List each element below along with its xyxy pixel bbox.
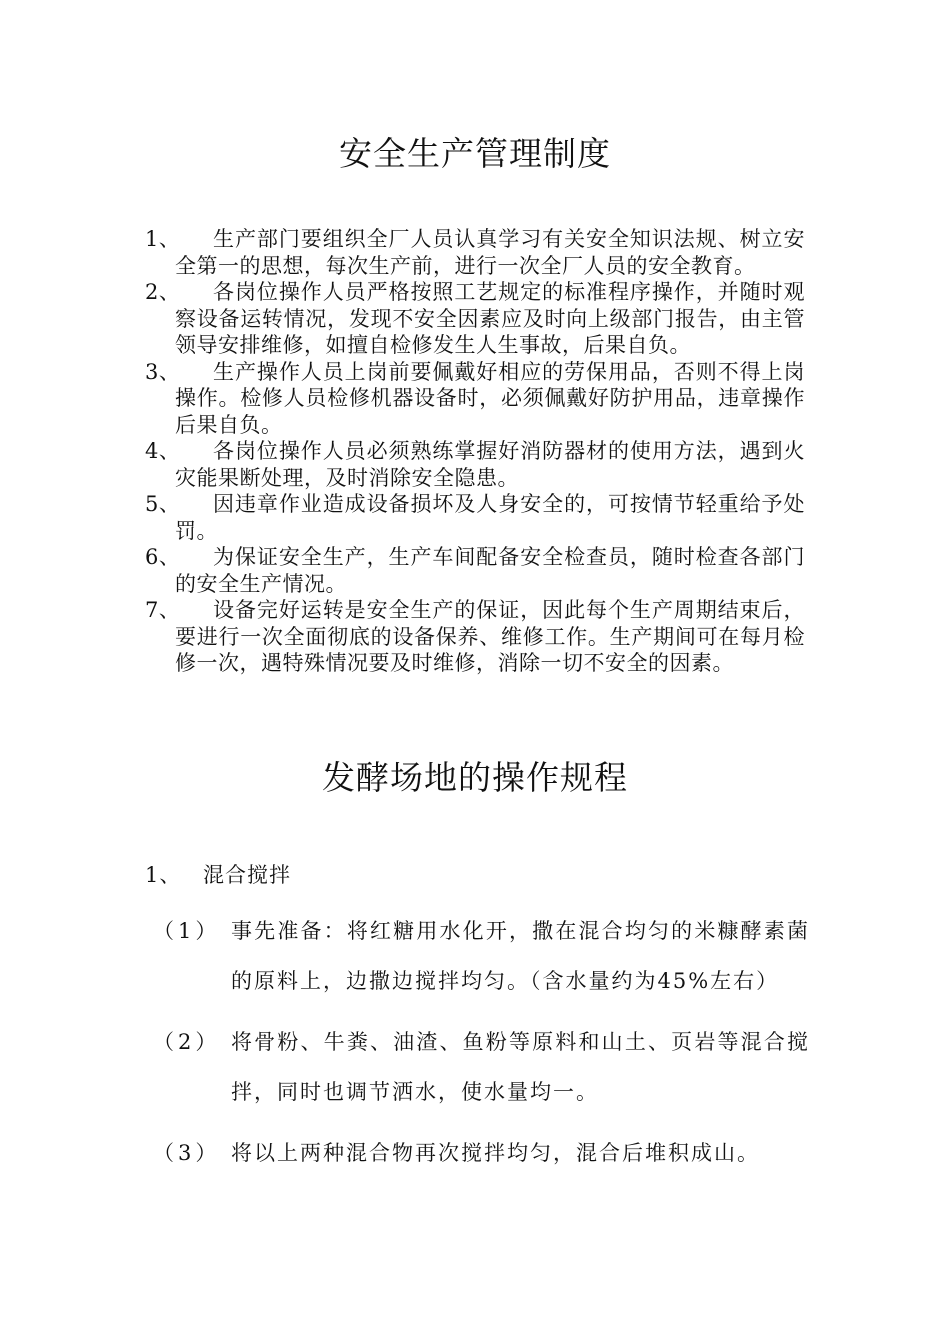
step-text: 将以上两种混合物再次搅拌均匀，混合后堆积成山。 [231, 1141, 760, 1165]
list-item [145, 597, 805, 677]
step-number: （2） [153, 1030, 221, 1054]
list-item-text: 生产部门要组织全厂人员认真学习有关安全知识法规、树立安全第一的思想，每次生产前，进行一次全厂人员的安全教育。 [175, 227, 805, 278]
list-item-text: 设备完好运转是安全生产的保证，因此每个生产周期结束后，要进行一次全面彻底的设备保养、维修工作。生产期间可在每月检修一次，遇特殊情况要及时维修，消除一切不安全的因素。 [175, 598, 805, 675]
rules-list [145, 226, 805, 677]
list-item-text: 各岗位操作人员严格按照工艺规定的标准程序操作，并随时观察设备运转情况，发现不安全因素应及时向上级部门报告，由主管领导安排维修，如擅自检修发生人生事故，后果自负。 [175, 280, 805, 357]
section-heading-text: 混合搅拌 [203, 863, 291, 887]
list-item-text: 生产操作人员上岗前要佩戴好相应的劳保用品，否则不得上岗操作。检修人员检修机器设备时，必须佩戴好防护用品，违章操作后果自负。 [175, 359, 805, 437]
section-title: 发酵场地的操作规程 [322, 758, 628, 797]
list-item [145, 226, 805, 279]
step-number: （1） [153, 919, 221, 943]
procedure-step [145, 1017, 810, 1117]
step-text: 将骨粉、牛粪、油渣、鱼粉等原料和山土、页岩等混合搅拌，同时也调节洒水，使水量均一。 [231, 1030, 810, 1104]
list-item-number: 1、 [145, 227, 181, 251]
page-title: 安全生产管理制度 [339, 134, 611, 173]
section-number: 1、 [145, 863, 182, 887]
step-text: 事先准备：将红糖用水化开，撒在混合均匀的米糠酵素菌的原料上，边撒边搅拌均匀。（含水量约为45%左右） [231, 919, 810, 993]
procedure-step [145, 1128, 810, 1178]
list-item [145, 438, 805, 491]
step-number: （3） [153, 1141, 221, 1165]
list-item-number: 5、 [145, 492, 181, 516]
list-item-text: 为保证安全生产，生产车间配备安全检查员，随时检查各部门的安全生产情况。 [175, 545, 805, 596]
list-item-number: 3、 [145, 359, 181, 384]
procedure-step [145, 906, 810, 1006]
list-item-number: 6、 [145, 545, 181, 569]
list-item-text: 因违章作业造成设备损坏及人身安全的，可按情节轻重给予处罚。 [175, 492, 805, 543]
list-item-number: 7、 [145, 598, 181, 622]
list-item-number: 2、 [145, 280, 181, 304]
list-item-text: 各岗位操作人员必须熟练掌握好消防器材的使用方法，遇到火灾能果断处理，及时消除安全隐患。 [175, 439, 805, 490]
list-item-number: 4、 [145, 439, 181, 463]
list-item [145, 279, 805, 359]
procedure-section [145, 855, 810, 1178]
list-item [145, 544, 805, 597]
section-heading [145, 855, 810, 895]
list-item [145, 491, 805, 544]
list-item [145, 359, 805, 439]
